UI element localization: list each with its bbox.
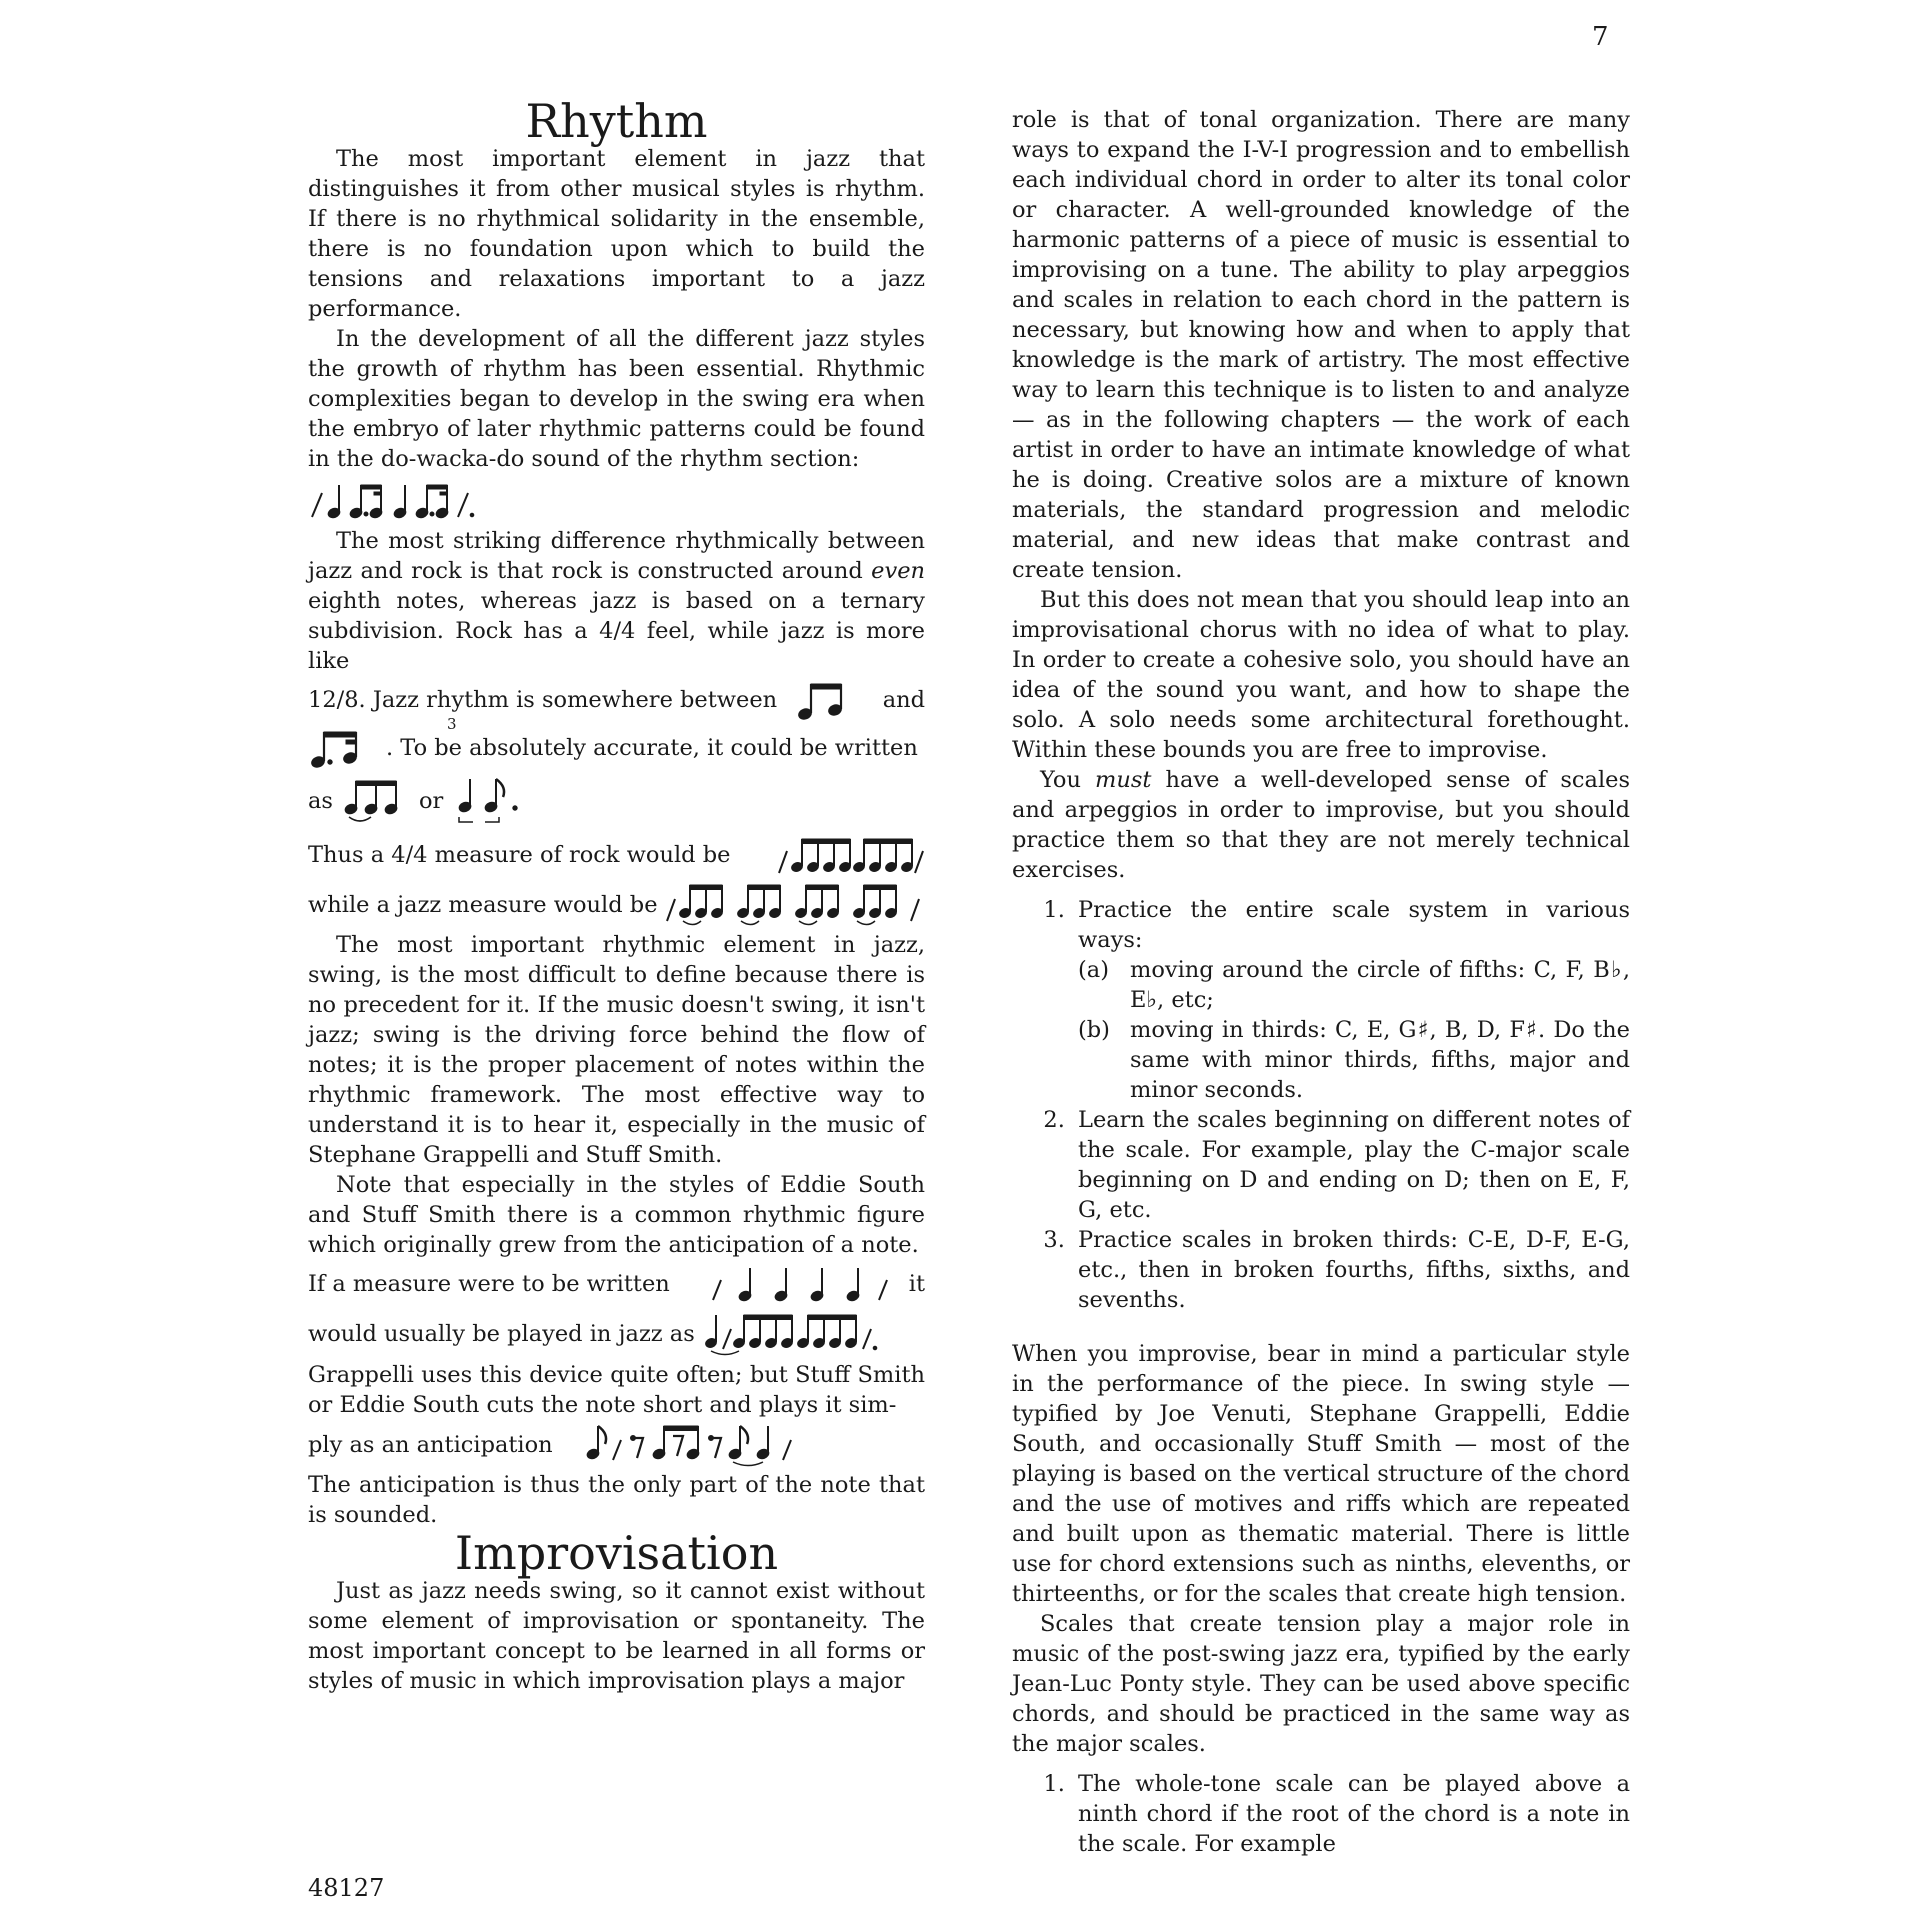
jazz-measure-line (308, 880, 925, 930)
practice-subitem-b (1078, 1015, 1630, 1105)
practice-item-1-text: Practice the entire scale system in various ways: (1078, 897, 1630, 953)
must-emphasis: must (1095, 767, 1152, 793)
practice-item-3: 3. Practice scales in broken thirds: C-E, D-F, E-G, etc., then in broken fourths, fifths, sixths, and sevenths. (1072, 1225, 1630, 1315)
jazz-triplets-figure (665, 881, 925, 929)
subitem-b-label: (b) (1078, 1017, 1110, 1043)
subitem-b-text: moving in thirds: C, E, G♯, B, D, F♯. Do the same with minor thirds, fifths, major and minor seconds. (1130, 1017, 1630, 1103)
practice-item-1 (1072, 895, 1630, 1105)
improvisation-paragraph-3 (1012, 765, 1630, 885)
rhythm-paragraph-7: The anticipation is thus the only part of the note that is sounded. (308, 1472, 925, 1528)
or-text: or (418, 788, 444, 814)
left-column (308, 94, 926, 1696)
practice-list (1012, 895, 1630, 1315)
scales-arpeggios-text: have a well-developed sense of scales and arpeggios in order to improvise, but you should practice them so that they are not merely technical exercises. (1012, 767, 1630, 883)
rock-measure-line (308, 830, 925, 880)
triplet-line (308, 772, 925, 830)
subitem-a-label: (a) (1078, 957, 1109, 983)
ternary-text: eighth notes, whereas jazz is based on a ternary subdivision. Rock has a 4/4 feel, while jazz is more like (308, 588, 925, 674)
catalog-number: 48127 (308, 1874, 385, 1902)
rock-eighths-figure (777, 833, 925, 877)
tension-item-1: 1. The whole-tone scale can be played above a ninth chord if the root of the chord is a note in the scale. For example (1072, 1769, 1630, 1859)
dotted-line (308, 724, 925, 772)
tied-triplet-figure (343, 775, 405, 827)
anticipation-text: ply as an anticipation (308, 1432, 553, 1458)
even-eighths-figure (795, 678, 851, 722)
between-line (308, 676, 925, 724)
rhythm-paragraph-2: In the development of all the different jazz styles the growth of rhythm has been essential. Rhythmic complexities began to develop in the swing era when the embryo of later rhythmic patterns could be found in the do-wacka-do sound of the rhythm section: (308, 326, 925, 472)
written-measure-line (308, 1260, 925, 1308)
it-text: it (908, 1271, 925, 1297)
rock-even-text: The most striking difference rhythmically between jazz and rock is that rock is constructed around (308, 528, 925, 584)
improvisation-heading: Improvisation (454, 1526, 779, 1580)
do-wacka-do-notation (308, 474, 925, 526)
rock-measure-text: Thus a 4/4 measure of rock would be (308, 842, 731, 868)
dotted-eighths-figure (308, 726, 372, 770)
triplet-marker-3: 3 (447, 715, 457, 733)
jazz-measure-text: while a jazz measure would be (308, 892, 658, 918)
practice-item-2: 2. Learn the scales beginning on different notes of the scale. For example, play the C-major scale beginning on D and ending on D; then on E, F, G, etc. (1072, 1105, 1630, 1225)
rhythm-paragraph-1: The most important element in jazz that distinguishes it from other musical styles is rhythm. If there is no rhythmical solidarity in the ensemble, there is no foundation upon which to build the tensions and relaxations important to a jazz performance. (308, 146, 925, 322)
rhythm-paragraph-6: Grappelli uses this device quite often; but Stuff Smith or Eddie South cuts the note short and plays it sim- (308, 1362, 925, 1418)
written-measure-text: If a measure were to be written (308, 1271, 670, 1297)
between-text: 12/8. Jazz rhythm is somewhere between (308, 687, 778, 713)
improvisation-paragraph-4: When you improvise, bear in mind a particular style in the performance of the piece. In swing style — typified by Joe Venuti, Stephane Grappelli, Eddie South, and occasionally Stuff Smith — most of the playing is based on the vertical structure of the chord and the use of motives and riffs which are repeated and built upon as thematic material. There is little use for chord extensions such as ninths, elevenths, or thirteenths, or for the scales that create high tension. (1012, 1341, 1630, 1607)
practice-subitem-a (1078, 955, 1630, 1015)
as-text: as (308, 788, 333, 814)
you-text: You (1040, 767, 1081, 793)
rhythm-paragraph-5: Note that especially in the styles of Eddie South and Stuff Smith there is a common rhythmic figure which originally grew from the anticipation of a note. (308, 1172, 925, 1258)
right-column (1012, 105, 1630, 1869)
and-text: and (882, 687, 925, 713)
improvisation-paragraph-2: But this does not mean that you should leap into an improvisational chorus with no idea of what to play. In order to create a cohesive solo, you should have an idea of the sound you want, and how to shape the solo. A solo needs some architectural forethought. Within these bounds you are free to improvise. (1012, 587, 1630, 763)
subitem-a-text: moving around the circle of fifths: C, F, B♭, E♭, etc; (1130, 957, 1630, 1013)
played-text: would usually be played in jazz as (308, 1321, 695, 1347)
improvisation-paragraph-1-continued: role is that of tonal organization. There are many ways to expand the I-V-I progression and to embellish each individual chord in order to alter its tonal color or character. A well-grounded knowledge of the harmonic patterns of a piece of music is essential to improvising on a tune. The ability to play arpeggios and scales in relation to each chord in the pattern is necessary, but knowing how and when to apply that knowledge is the mark of artistry. The most effective way to learn this technique is to listen to and analyze — as in the following chapters — the work of each artist in order to have an intimate knowledge of what he is doing. Creative solos are a mixture of known materials, the standard progression and melodic material, and new ideas that make contrast and create tension. (1012, 107, 1630, 583)
do-wacka-do-rhythm-figure (308, 477, 508, 523)
rhythm-paragraph-3 (308, 526, 925, 676)
four-quarters-figure (709, 1262, 899, 1306)
rhythm-heading: Rhythm (525, 94, 708, 148)
improvisation-paragraph-1: Just as jazz needs swing, so it cannot exist without some element of improvisation or spontaneity. The most important concept to be learned in all forms or styles of music in which improvisation plays a major (308, 1578, 925, 1694)
played-line (308, 1308, 925, 1360)
page-number: 7 (1592, 22, 1609, 52)
anticipation-line (308, 1420, 925, 1470)
quarter-eighth-triplet-figure (455, 775, 525, 827)
anticipation-figure (583, 1422, 823, 1468)
improvisation-paragraph-5: Scales that create tension play a major role in music of the post-swing jazz era, typified by the early Jean-Luc Ponty style. They can be used above specific chords, and should be practiced in the same way as the major scales. (1012, 1611, 1630, 1757)
accurate-text: . To be absolutely accurate, it could be written (386, 735, 918, 761)
rhythm-paragraph-4: The most important rhythmic element in jazz, swing, is the most difficult to define because there is no precedent for it. If the music doesn't swing, it isn't jazz; swing is the driving force behind the flow of notes; it is the proper placement of notes within the rhythmic framework. The most effective way to understand it is to hear it, especially in the music of Stephane Grappelli and Stuff Smith. (308, 932, 925, 1168)
even-emphasis: even (871, 558, 926, 584)
anticipated-figure (703, 1311, 903, 1357)
tension-scale-list (1012, 1769, 1630, 1859)
